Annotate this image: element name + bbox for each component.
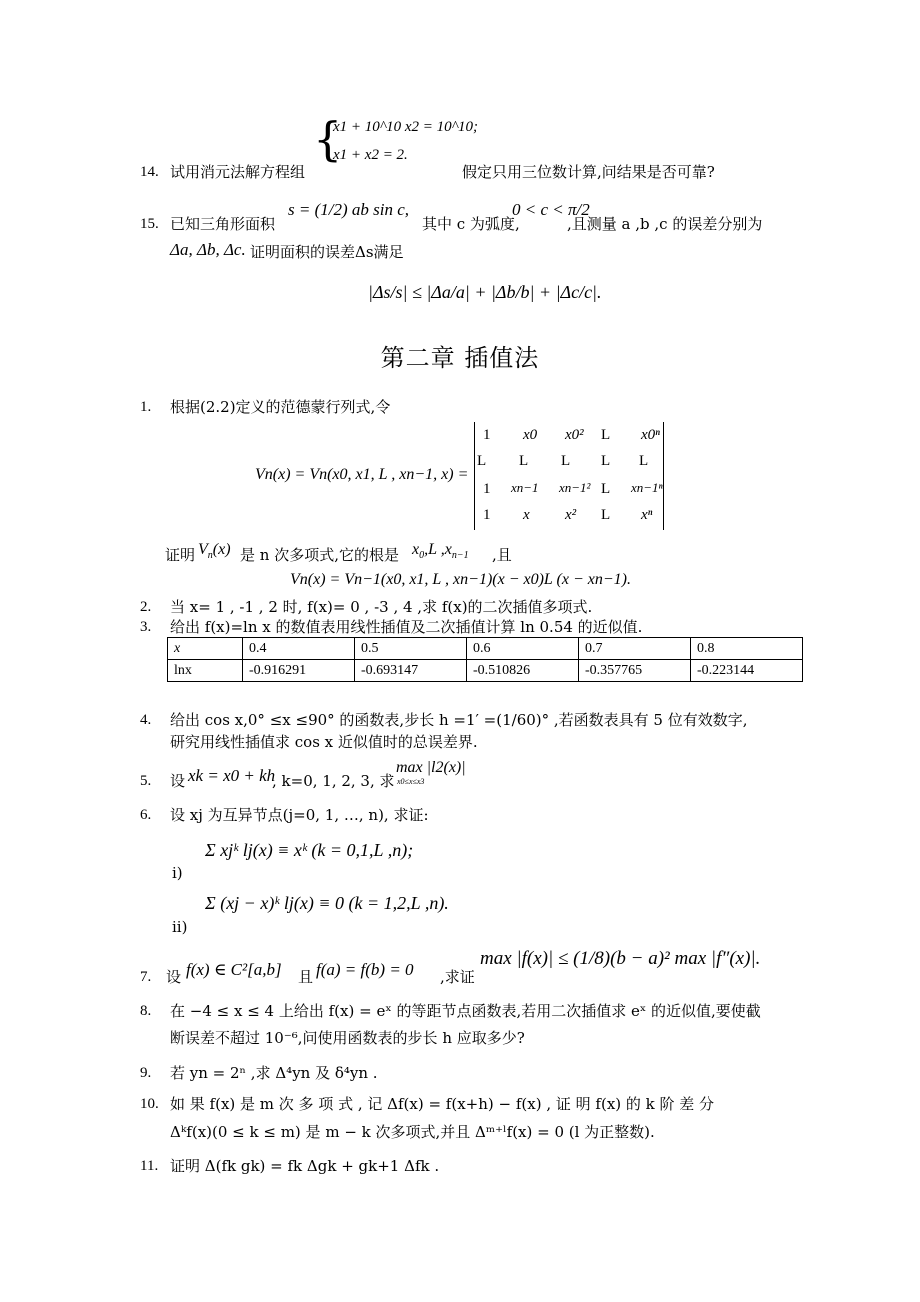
table-row: [168, 660, 803, 682]
determinant-matrix: 1 x0 x0² L x0ⁿ L L L L L 1 xn−1 xn−1² L xn−1ⁿ 1 x x² L xⁿ: [474, 422, 664, 530]
identity-formula: Σ (xj − x)ᵏ lj(x) ≡ 0 (k = 1,2,L ,n).: [205, 893, 449, 913]
max-inequality: max |f(x)| ≤ (1/8)(b − a)² max |f″(x)|.: [480, 948, 761, 969]
item-label: ii): [172, 918, 188, 936]
question-number: 4.: [140, 712, 152, 728]
range-formula: 0 < c < π/2: [512, 200, 590, 219]
identity-formula: Σ xjᵏ lj(x) ≡ xᵏ (k = 0,1,L ,n);: [205, 840, 414, 860]
proof-text: ,且: [492, 546, 512, 564]
error-symbols: Δa, Δb, Δc.: [170, 240, 246, 259]
question-text: 在 −4 ≤ x ≤ 4 上给出 f(x) = eˣ 的等距节点函数表,若用二次插值求 eˣ 的近似值,要使截: [170, 1002, 761, 1020]
left-brace: {: [313, 112, 343, 166]
area-formula: s = (1/2) ab sin c,: [288, 200, 410, 219]
item-label: i): [172, 864, 183, 882]
roots-symbol: $x_0,L$ $,x_{n-1}$: [412, 541, 469, 562]
problem-text: 其中 c 为弧度,: [422, 215, 520, 233]
question-number: 11.: [140, 1158, 159, 1174]
table-cell: -0.510826: [467, 660, 579, 682]
vandermonde-lhs: Vn(x) = Vn(x0, x1, L , xn−1, x) =: [255, 466, 469, 483]
proof-text: 证明: [165, 546, 196, 564]
table-cell: 0.8: [691, 638, 803, 660]
question-number: 8.: [140, 1003, 152, 1019]
problem-number: 15.: [140, 216, 159, 232]
max-subscript: x0≤x≤x3: [397, 777, 425, 786]
question-text: ,求证: [440, 968, 475, 986]
table-header-row: [168, 638, 803, 660]
question-text: , k=0, 1, 2, 3, 求: [272, 772, 395, 790]
question-number: 6.: [140, 807, 152, 823]
question-text: 设 xj 为互异节点(j=0, 1, …, n), 求证:: [170, 806, 429, 824]
table-cell: 0.4: [243, 638, 355, 660]
question-number: 10.: [140, 1096, 159, 1112]
question-number: 3.: [140, 619, 152, 635]
question-number: 2.: [140, 599, 152, 615]
table-cell: 0.6: [467, 638, 579, 660]
question-text: 证明 Δ(fk gk) = fk Δgk + gk+1 Δfk .: [170, 1157, 440, 1175]
function-class: f(x) ∈ C²[a,b]: [186, 960, 282, 979]
problem-text: 假定只用三位数计算,问结果是否可靠?: [462, 163, 715, 181]
question-number: 1.: [140, 399, 152, 415]
ln-value-table: [167, 637, 803, 682]
question-text: 根据(2.2)定义的范德蒙行列式,令: [170, 398, 391, 416]
problem-text: 已知三角形面积: [170, 215, 276, 233]
chapter-title: 第二章 插值法: [380, 344, 540, 372]
table-cell: lnx: [168, 660, 243, 682]
table-cell: 0.7: [579, 638, 691, 660]
question-text: Δᵏf(x)(0 ≤ k ≤ m) 是 m − k 次多项式,并且 Δᵐ⁺ˡf(x) = 0 (l 为正整数).: [170, 1123, 655, 1141]
question-text: 设: [166, 968, 182, 986]
question-text: 且: [298, 968, 314, 986]
question-text: 若 yn = 2ⁿ ,求 Δ⁴yn 及 δ⁴yn .: [170, 1064, 378, 1082]
problem-text: 证明面积的误差Δs满足: [250, 243, 404, 261]
equation-line: x1 + 10^10 x2 = 10^10;: [333, 119, 478, 135]
question-number: 9.: [140, 1065, 152, 1081]
boundary-condition: f(a) = f(b) = 0: [316, 960, 414, 979]
table-cell: -0.357765: [579, 660, 691, 682]
proof-text: 是 n 次多项式,它的根是: [240, 546, 399, 564]
question-text: 给出 f(x)=ln x 的数值表用线性插值及二次插值计算 ln 0.54 的近似值.: [170, 618, 643, 636]
equation-line: x1 + x2 = 2.: [333, 147, 408, 163]
question-text: 研究用线性插值求 cos x 近似值时的总误差界.: [170, 733, 478, 751]
table-cell: -0.693147: [355, 660, 467, 682]
table-cell: 0.5: [355, 638, 467, 660]
question-text: 如 果 f(x) 是 m 次 多 项 式 , 记 Δf(x) = f(x+h) − f(x) , 证 明 f(x) 的 k 阶 差 分: [170, 1095, 715, 1113]
question-number: 7.: [140, 969, 152, 985]
error-inequality: |Δs/s| ≤ |Δa/a| + |Δb/b| + |Δc/c|.: [368, 282, 602, 302]
question-text: 断误差不超过 10⁻⁶,问使用函数表的步长 h 应取多少?: [170, 1029, 525, 1047]
problem-text: ,且测量 a ,b ,c 的误差分别为: [567, 215, 763, 233]
vandermonde-product: Vn(x) = Vn−1(x0, x1, L , xn−1)(x − x0)L (x − xn−1).: [290, 571, 631, 588]
question-text: 当 x= 1 , -1 , 2 时, f(x)= 0 , -3 , 4 ,求 f(x)的二次插值多项式.: [170, 598, 593, 616]
table-cell: -0.223144: [691, 660, 803, 682]
table-cell: x: [168, 638, 243, 660]
node-formula: xk = x0 + kh: [188, 766, 276, 785]
problem-number: 14.: [140, 164, 159, 180]
question-number: 5.: [140, 773, 152, 789]
question-text: 设: [170, 772, 186, 790]
question-text: 给出 cos x,0° ≤x ≤90° 的函数表,步长 h =1′ =(1/60)° ,若函数表具有 5 位有效数字,: [170, 711, 748, 729]
max-expression: max |l2(x)|: [396, 759, 466, 776]
vn-symbol: $V_n(x)$: [198, 541, 231, 562]
problem-text: 试用消元法解方程组: [170, 163, 306, 181]
table-cell: -0.916291: [243, 660, 355, 682]
